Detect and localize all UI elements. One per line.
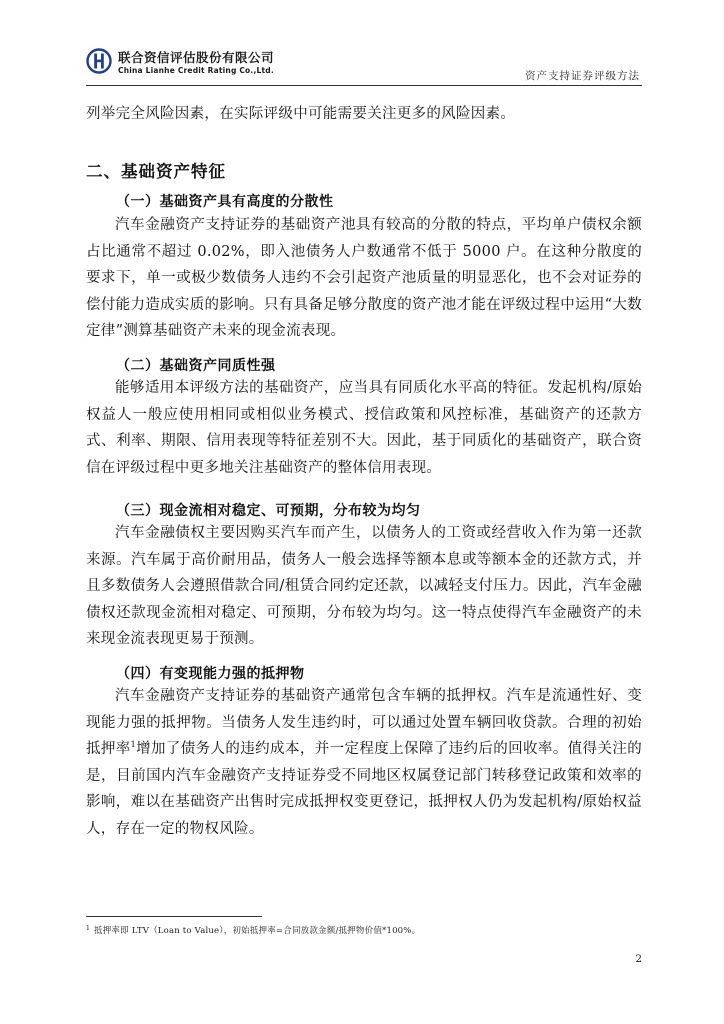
footnote-mark: 1 [86, 925, 91, 932]
intro-paragraph: 列举完全风险因素，在实际评级中可能需要关注更多的风险因素。 [86, 106, 516, 122]
footnote-divider [86, 916, 262, 917]
document-title: 资产支持证券评级方法 [525, 70, 640, 82]
page-number: 2 [635, 953, 642, 965]
company-name: 联合资信评估股份有限公司 [118, 50, 275, 65]
paragraph-text-part-1: 汽车金融资产支持证券的基础资产通常包含车辆的抵押权。汽车是流通性好、变现能力强的抵押物。当债务人发生违约时，可以通过处置车辆回收贷款。合理的初始抵押率 [86, 688, 642, 757]
footnote-text: 抵押率即 LTV（Loan to Value），初始抵押率=合同放款金额/抵押物价值*100%。 [94, 926, 421, 936]
section-title: 二、基础资产特征 [86, 162, 226, 181]
subsection-paragraph-3: 汽车金融债权主要因购买汽车而产生，以债务人的工资或经营收入作为第一还款来源。汽车属于高价耐用品，债务人一般会选择等额本息或等额本金的还款方式，并且多数债务人会遵照借款合同/租赁合同约定还款，以减轻支付压力。因此，汽车金融债权还款现金流相对稳定、可预期，分布较为均匀。这一特点使得汽车金融资产的未来现金流表现更易于预测。 [86, 525, 642, 647]
page-header [86, 44, 642, 84]
lianhe-logo-icon [86, 48, 112, 74]
subsection-title-4: （四）有变现能力强的抵押物 [116, 666, 305, 682]
company-name-en: China Lianhe Credit Rating Co.,Ltd. [118, 66, 274, 75]
footnote-reference[interactable]: 1 [130, 740, 137, 749]
subsection-paragraph-4 [86, 683, 642, 842]
subsection-paragraph-2: 能够适用本评级方法的基础资产，应当具有同质化水平高的特征。发起机构/原始权益人一般应使用相同或相似业务模式、授信政策和风控标准，基础资产的还款方式、利率、期限、信用表现等特征差别不大。因此，基于同质化的基础资产，联合资信在评级过程中更多地关注基础资产的整体信用表现。 [86, 380, 642, 476]
paragraph-text-part-2: 增加了债务人的违约成本，并一定程度上保障了违约后的回收率。值得关注的是，目前国内汽车金融资产支持证券受不同地区权属登记部门转移登记政策和效率的影响，难以在基础资产出售时完成抵押权变更登记，抵押权人仍为发起机构/原始权益人，存在一定的物权风险。 [86, 741, 643, 837]
subsection-title-1: （一）基础资产具有高度的分散性 [116, 194, 334, 210]
header-divider [86, 85, 642, 86]
subsection-title-3: （三）现金流相对稳定、可预期，分布较为均匀 [116, 503, 421, 519]
footnote [86, 924, 420, 936]
subsection-title-2: （二）基础资产同质性强 [116, 358, 276, 374]
subsection-paragraph-1: 汽车金融资产支持证券的基础资产池具有较高的分散的特点，平均单户债权余额占比通常不超过 0.02%，即入池债务人户数通常不低于 5000 户。在这种分散度的要求下，单一或极少数债务人违约不会引起资产池质量的明显恶化，也不会对证券的偿付能力造成实质的影响。只有具备足够分散度的资产池才能在评级过程中运用“大数定律”测算基础资产未来的现金流表现。 [86, 217, 642, 339]
